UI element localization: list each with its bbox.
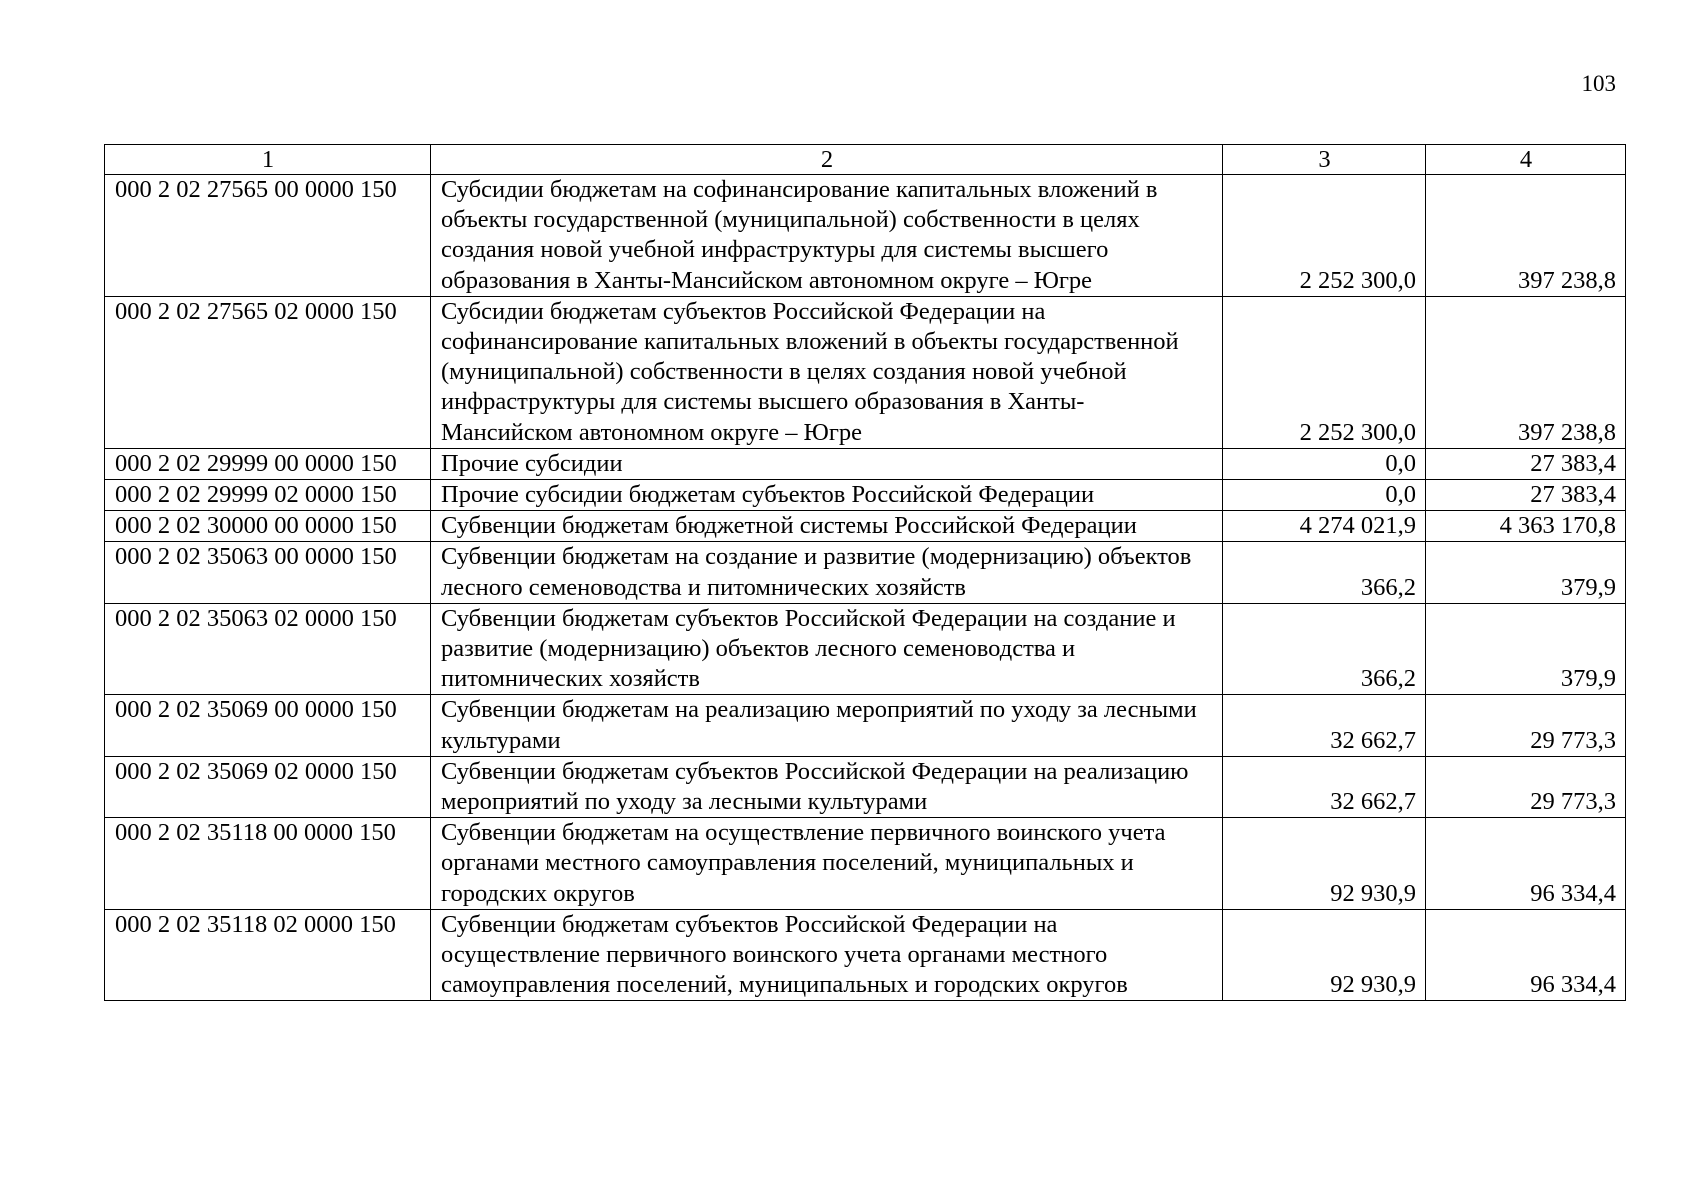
amount-col3: 2 252 300,0 <box>1223 175 1426 297</box>
amount-col4: 379,9 <box>1426 603 1626 695</box>
table-row <box>105 296 1626 448</box>
amount-col3: 4 274 021,9 <box>1223 511 1426 542</box>
column-header-amount-1: 3 <box>1223 145 1426 175</box>
item-name: Субсидии бюджетам на софинансирование капитальных вложений в объекты государственной (муниципальной) собственности в целях создания новой учебной инфраструктуры для системы высшего образования в Ханты-Мансийском автономном округе – Югре <box>431 175 1223 297</box>
column-header-code: 1 <box>105 145 431 175</box>
item-name: Субвенции бюджетам на осуществление первичного воинского учета органами местного самоуправления поселений, муниципальных и городских округов <box>431 818 1223 910</box>
item-name: Субсидии бюджетам субъектов Российской Федерации на софинансирование капитальных вложений в объекты государственной (муниципальной) собственности в целях создания новой учебной инфраструктуры для системы высшего образования в Ханты-Мансийском автономном округе – Югре <box>431 296 1223 448</box>
budget-code: 000 2 02 35118 02 0000 150 <box>105 909 431 1001</box>
budget-code: 000 2 02 30000 00 0000 150 <box>105 511 431 542</box>
amount-col3: 0,0 <box>1223 480 1426 511</box>
amount-col4: 397 238,8 <box>1426 175 1626 297</box>
table-row <box>105 480 1626 511</box>
amount-col4: 27 383,4 <box>1426 480 1626 511</box>
item-name: Субвенции бюджетам субъектов Российской Федерации на осуществление первичного воинского учета органами местного самоуправления поселений, муниципальных и городских округов <box>431 909 1223 1001</box>
amount-col4: 397 238,8 <box>1426 296 1626 448</box>
page-number: 103 <box>1581 71 1616 96</box>
table-row <box>105 448 1626 479</box>
amount-col4: 29 773,3 <box>1426 695 1626 756</box>
column-header-amount-2: 4 <box>1426 145 1626 175</box>
budget-code: 000 2 02 35118 00 0000 150 <box>105 818 431 910</box>
amount-col4: 96 334,4 <box>1426 909 1626 1001</box>
amount-col4: 27 383,4 <box>1426 448 1626 479</box>
budget-code: 000 2 02 35063 02 0000 150 <box>105 603 431 695</box>
item-name: Прочие субсидии бюджетам субъектов Российской Федерации <box>431 480 1223 511</box>
amount-col3: 32 662,7 <box>1223 756 1426 817</box>
item-name: Субвенции бюджетам субъектов Российской Федерации на реализацию мероприятий по уходу за лесными культурами <box>431 756 1223 817</box>
table-row <box>105 695 1626 756</box>
table-header-row <box>105 145 1626 175</box>
amount-col3: 32 662,7 <box>1223 695 1426 756</box>
item-name: Субвенции бюджетам на создание и развитие (модернизацию) объектов лесного семеноводства и питомнических хозяйств <box>431 542 1223 603</box>
budget-code: 000 2 02 27565 00 0000 150 <box>105 175 431 297</box>
item-name: Субвенции бюджетам субъектов Российской Федерации на создание и развитие (модернизацию) объектов лесного семеноводства и питомнических хозяйств <box>431 603 1223 695</box>
table-row <box>105 175 1626 297</box>
amount-col3: 366,2 <box>1223 542 1426 603</box>
amount-col3: 2 252 300,0 <box>1223 296 1426 448</box>
amount-col3: 0,0 <box>1223 448 1426 479</box>
table-row <box>105 818 1626 910</box>
amount-col4: 96 334,4 <box>1426 818 1626 910</box>
budget-revenue-table <box>104 144 1626 1001</box>
table-row <box>105 511 1626 542</box>
table-row <box>105 603 1626 695</box>
table-row <box>105 909 1626 1001</box>
amount-col4: 4 363 170,8 <box>1426 511 1626 542</box>
budget-code: 000 2 02 29999 02 0000 150 <box>105 480 431 511</box>
amount-col3: 92 930,9 <box>1223 818 1426 910</box>
column-header-name: 2 <box>431 145 1223 175</box>
amount-col3: 92 930,9 <box>1223 909 1426 1001</box>
budget-code: 000 2 02 35063 00 0000 150 <box>105 542 431 603</box>
item-name: Субвенции бюджетам бюджетной системы Российской Федерации <box>431 511 1223 542</box>
amount-col3: 366,2 <box>1223 603 1426 695</box>
table-row <box>105 542 1626 603</box>
budget-code: 000 2 02 35069 02 0000 150 <box>105 756 431 817</box>
budget-code: 000 2 02 29999 00 0000 150 <box>105 448 431 479</box>
table-row <box>105 756 1626 817</box>
amount-col4: 29 773,3 <box>1426 756 1626 817</box>
budget-code: 000 2 02 35069 00 0000 150 <box>105 695 431 756</box>
amount-col4: 379,9 <box>1426 542 1626 603</box>
budget-code: 000 2 02 27565 02 0000 150 <box>105 296 431 448</box>
item-name: Субвенции бюджетам на реализацию мероприятий по уходу за лесными культурами <box>431 695 1223 756</box>
item-name: Прочие субсидии <box>431 448 1223 479</box>
